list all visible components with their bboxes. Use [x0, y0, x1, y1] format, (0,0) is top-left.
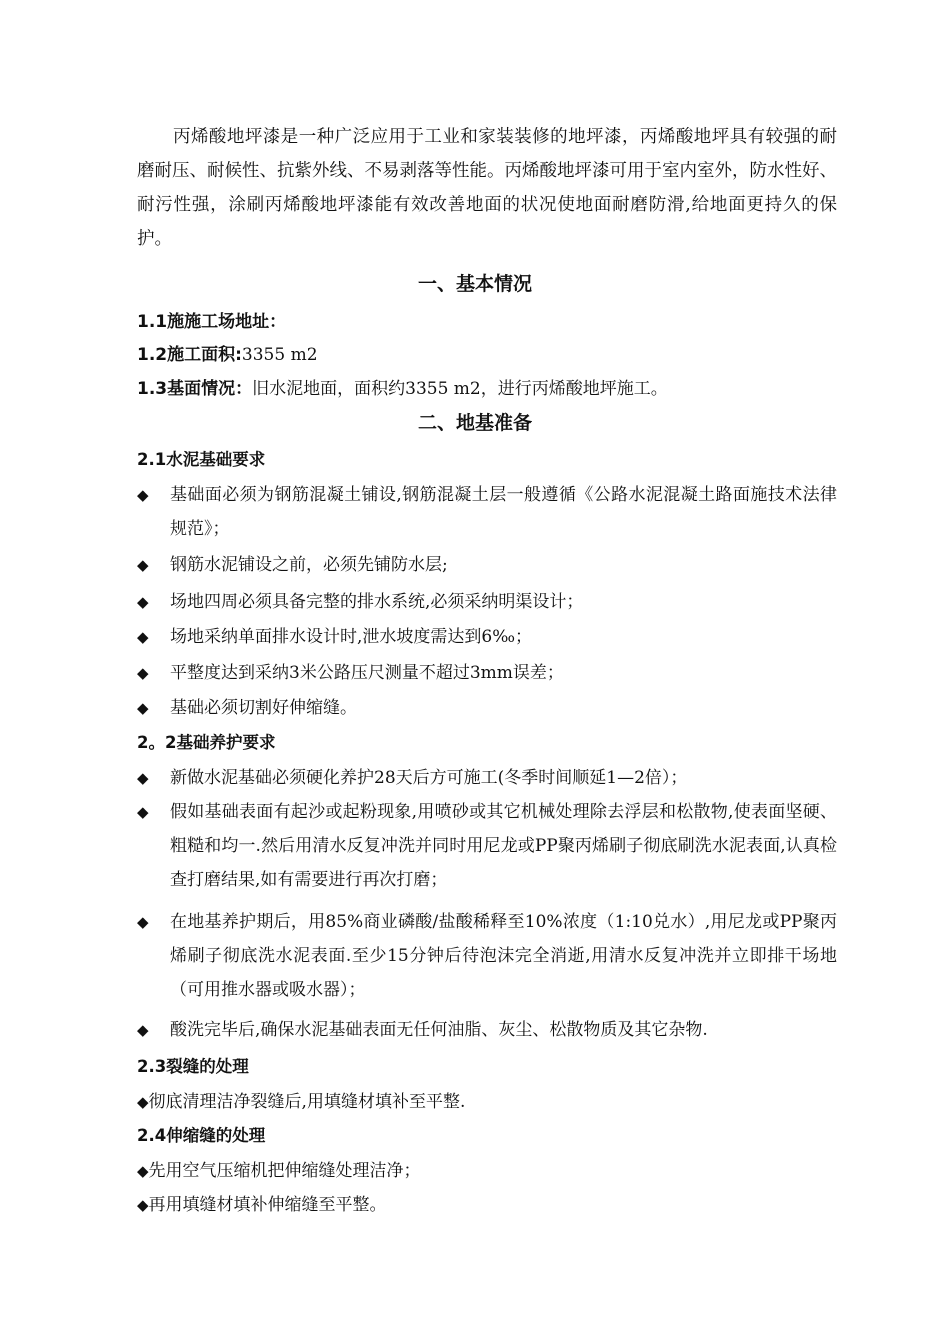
sub-2-1-heading: 2.1水泥基础要求 — [137, 450, 266, 469]
intro-text: 丙烯酸地坪漆是一种广泛应用于工业和家装装修的地坪漆，丙烯酸地坪具有较强的耐磨耐压、耐候性、抗紫外线、不易剥落等性能。丙烯酸地坪漆可用于室内室外，防水性好、耐污性强，涂刷丙烯酸地坪漆能有效改善地面的状况使地面耐磨防滑,给地面更持久的保护。 — [137, 127, 837, 249]
diamond-bullet-icon: ◆ — [137, 1162, 149, 1180]
bullet-2-1-6 — [137, 691, 837, 725]
sub-2-2-heading: 2。2基础养护要求 — [137, 733, 276, 752]
diamond-bullet-icon: ◆ — [137, 593, 149, 611]
diamond-bullet-icon: ◆ — [137, 1093, 149, 1111]
diamond-bullet-icon: ◆ — [137, 769, 149, 787]
item-1-1 — [137, 310, 286, 334]
bullet-2-4-2 — [137, 1193, 387, 1217]
bullet-text: 场地四周必须具备完整的排水系统,必须采纳明渠设计； — [170, 592, 584, 612]
bullet-2-1-1 — [137, 478, 837, 546]
item-1-2 — [137, 343, 318, 367]
intro-paragraph — [137, 120, 837, 256]
bullet-text: 在地基养护期后，用85%商业磷酸/盐酸稀释至10%浓度（1:10兑水）,用尼龙或PP聚丙烯刷子彻底洗水泥表面.至少15分钟后待泡沫完全消逝,用清水反复冲洗并立即排干场地（可用推水器或吸水器）； — [170, 912, 837, 1000]
bullet-text: 再用填缝材填补伸缩缝至平整。 — [148, 1195, 387, 1215]
bullet-text: 假如基础表面有起沙或起粉现象,用喷砂或其它机械处理除去浮层和松散物,使表面坚硬、粗糙和均一.然后用清水反复冲洗并同时用尼龙或PP聚丙烯刷子彻底刷洗水泥表面,认真检查打磨结果,如有需要进行再次打磨； — [170, 802, 837, 890]
diamond-bullet-icon: ◆ — [137, 556, 149, 574]
diamond-bullet-icon: ◆ — [137, 486, 149, 504]
bullet-text: 酸洗完毕后,确保水泥基础表面无任何油脂、灰尘、松散物质及其它杂物. — [170, 1020, 708, 1040]
section-2-heading: 二、地基准备 — [417, 412, 532, 434]
bullet-2-1-4 — [137, 620, 837, 654]
item-1-3-label: 1.3基面情况： — [137, 379, 253, 399]
bullet-text: 平整度达到采纳3米公路压尺测量不超过3mm误差； — [170, 663, 564, 683]
bullet-2-1-2 — [137, 548, 837, 582]
item-1-3 — [137, 377, 668, 401]
diamond-bullet-icon: ◆ — [137, 1196, 149, 1214]
bullet-2-2-1 — [137, 761, 837, 795]
item-1-2-label: 1.2施工面积: — [137, 345, 242, 365]
sub-2-4-heading: 2.4伸缩缝的处理 — [137, 1126, 266, 1145]
bullet-2-1-3 — [137, 585, 837, 619]
diamond-bullet-icon: ◆ — [137, 803, 149, 821]
bullet-text: 基础面必须为钢筋混凝土铺设,钢筋混凝土层一般遵循《公路水泥混凝土路面施技术法律规范》； — [170, 485, 837, 539]
bullet-2-3-1 — [137, 1090, 465, 1114]
item-1-2-value: 3355 m2 — [241, 345, 318, 365]
bullet-2-1-5 — [137, 656, 837, 690]
bullet-text: 新做水泥基础必须硬化养护28天后方可施工(冬季时间顺延1—2倍）； — [170, 768, 688, 788]
diamond-bullet-icon: ◆ — [137, 699, 149, 717]
diamond-bullet-icon: ◆ — [137, 664, 149, 682]
bullet-text: 彻底清理洁净裂缝后,用填缝材填补至平整. — [148, 1092, 466, 1112]
item-1-1-label: 1.1施施工场地址： — [137, 312, 287, 332]
section-1-heading: 一、基本情况 — [417, 273, 532, 295]
bullet-text: 场地采纳单面排水设计时,泄水坡度需达到6‰； — [170, 627, 533, 647]
bullet-text: 先用空气压缩机把伸缩缝处理洁净； — [148, 1161, 421, 1181]
bullet-text: 钢筋水泥铺设之前，必须先铺防水层; — [170, 555, 448, 575]
sub-2-3-heading: 2.3裂缝的处理 — [137, 1057, 249, 1076]
diamond-bullet-icon: ◆ — [137, 628, 149, 646]
diamond-bullet-icon: ◆ — [137, 913, 149, 931]
bullet-2-2-2 — [137, 795, 837, 897]
item-1-3-value: 旧水泥地面，面积约3355 m2，进行丙烯酸地坪施工。 — [252, 379, 668, 399]
bullet-2-4-1 — [137, 1159, 421, 1183]
diamond-bullet-icon: ◆ — [137, 1021, 149, 1039]
bullet-2-2-3 — [137, 905, 837, 1007]
bullet-text: 基础必须切割好伸缩缝。 — [170, 698, 357, 718]
bullet-2-2-4 — [137, 1013, 837, 1047]
